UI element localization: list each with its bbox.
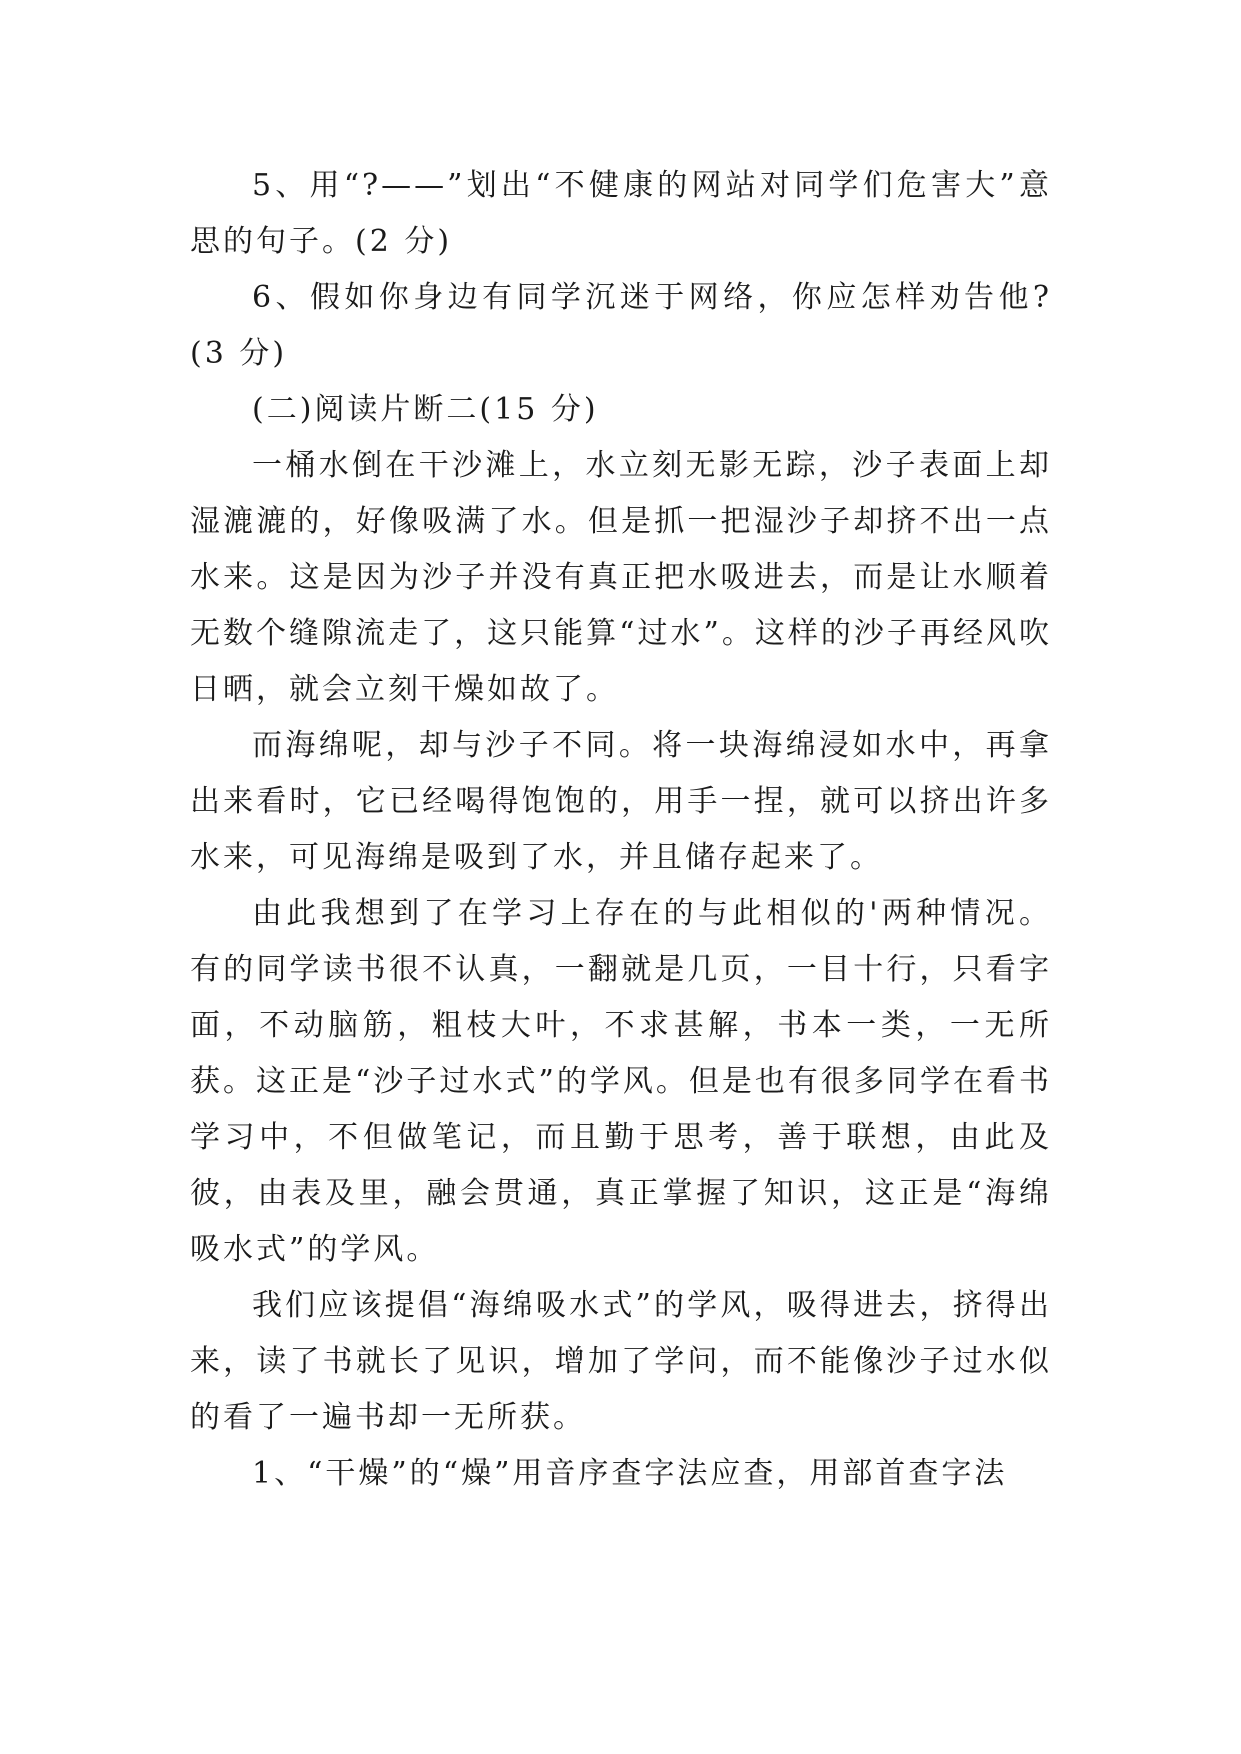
question-5: 5、用“?——”划出“不健康的网站对同学们危害大”意思的句子。(2 分) bbox=[190, 168, 1052, 259]
section-heading: (二)阅读片断二(15 分) bbox=[252, 392, 599, 427]
question-6: 6、假如你身边有同学沉迷于网络，你应怎样劝告他?(3 分) bbox=[190, 280, 1052, 371]
question-1: 1、“干燥”的“燥”用音序查字法应查，用部首查字法 bbox=[252, 1456, 1008, 1491]
passage-paragraph-3: 由此我想到了在学习上存在的与此相似的'两种情况。有的同学读书很不认真，一翻就是几页，一目十行，只看字面，不动脑筋，粗枝大叶，不求甚解，书本一类，一无所获。这正是“沙子过水式”的学风。但是也有很多同学在看书学习中，不但做笔记，而且勤于思考，善于联想，由此及彼，由表及里，融会贯通，真正掌握了知识，这正是“海绵吸水式”的学风。 bbox=[190, 896, 1052, 1267]
passage-paragraph-4: 我们应该提倡“海绵吸水式”的学风，吸得进去，挤得出来，读了书就长了见识，增加了学问，而不能像沙子过水似的看了一遍书却一无所获。 bbox=[190, 1288, 1052, 1435]
passage-paragraph-1: 一桶水倒在干沙滩上，水立刻无影无踪，沙子表面上却湿漉漉的，好像吸满了水。但是抓一把湿沙子却挤不出一点水来。这是因为沙子并没有真正把水吸进去，而是让水顺着无数个缝隙流走了，这只能算“过水”。这样的沙子再经风吹日晒，就会立刻干燥如故了。 bbox=[190, 448, 1052, 707]
passage-paragraph-2: 而海绵呢，却与沙子不同。将一块海绵浸如水中，再拿出来看时，它已经喝得饱饱的，用手一捏，就可以挤出许多水来，可见海绵是吸到了水，并且储存起来了。 bbox=[190, 728, 1052, 875]
document-body bbox=[190, 158, 1052, 1502]
